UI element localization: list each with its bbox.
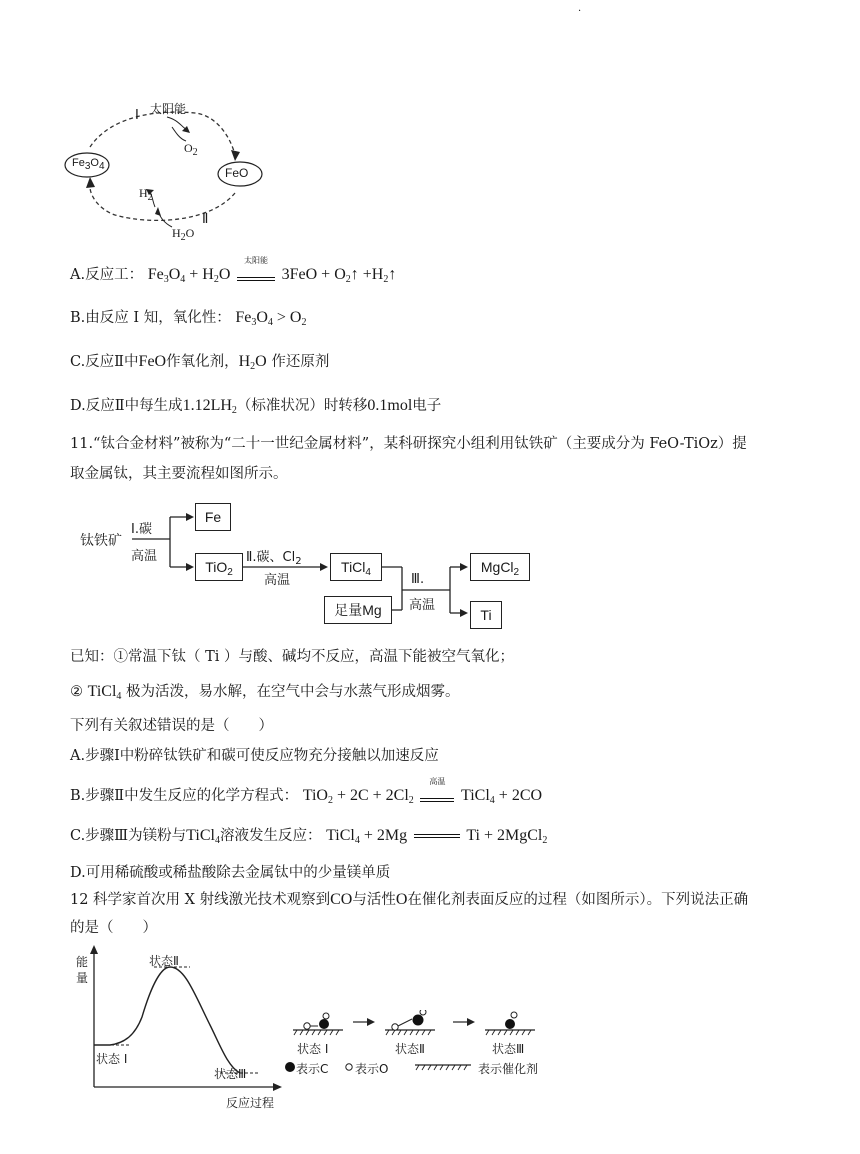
energy-axis-label-2: 量 — [76, 971, 89, 985]
legend-oxygen: 表示O — [355, 1062, 389, 1076]
energy-state1-label: 状态 I — [96, 1052, 128, 1066]
energy-state3-label: 状态Ⅲ — [214, 1067, 247, 1081]
q10-option-b: B.由反应 I 知，氧化性： $Fe_3O_4 > O_2$ — [70, 309, 307, 328]
solar-energy-label: 太阳能 — [150, 102, 187, 116]
q11-option-d: D.可用稀硫酸或稀盐酸除去金属钛中的少量镁单质 — [70, 865, 391, 881]
q10-option-d: D.反应Ⅱ中每生成$1.12LH_2$（标准状况）时转移0.1mol电子 — [70, 397, 442, 416]
q11-known-1: 已知：①常温下钛（ Ti ）与酸、碱均不反应，高温下能被空气氧化； — [70, 649, 515, 665]
energy-axis-label-1: 能 — [76, 955, 89, 969]
flow-ore: 钛铁矿 — [80, 533, 122, 549]
energy-state2-label: 状态Ⅱ — [149, 954, 179, 968]
process-state1-label: 状态 I — [297, 1042, 329, 1056]
q11-known-2: ② TiCl$_4$ 极为活泼，易水解，在空气中会与水蒸气形成烟雾。 — [70, 683, 460, 702]
q10-option-a: A.反应工： $Fe_3O_4 + H_2O$ 太阳能 $3FeO + O_2↑$ $+H_2↑$ — [70, 256, 397, 285]
reaction-one-label: I — [135, 108, 139, 123]
q10-option-c: C.反应Ⅱ中FeO作氧化剂，$H_2O$ 作还原剂 — [70, 353, 330, 372]
q11-option-a: A.步骤Ⅰ中粉碎钛铁矿和碳可使反应物充分接触以加速反应 — [70, 748, 439, 764]
legend-catalyst: 表示催化剂 — [478, 1062, 539, 1076]
q11-option-c: C.步骤Ⅲ为镁粉与TiCl$_4$溶液发生反应： TiCl$_4$ + 2Mg Ti + 2MgCl$_2$ — [70, 827, 548, 846]
q11-option-b: B.步骤Ⅱ中发生反应的化学方程式： $TiO_2 + 2C + 2Cl_2$ 高温 TiCl$_4$ + 2CO — [70, 777, 543, 806]
flow-tio2-box: TiO$_2$ — [195, 553, 243, 581]
flow-step1-top: Ⅰ.碳 — [131, 522, 152, 537]
process-state3-label: 状态Ⅲ — [492, 1042, 525, 1056]
flow-step1-bottom: 高温 — [131, 549, 158, 564]
flow-step3-top: Ⅲ. — [411, 572, 425, 587]
q11-question: 下列有关叙述错误的是（ ） — [70, 718, 273, 734]
q12-stem-line1: 12 科学家首次用 X 射线激光技术观察到CO与活性O在催化剂表面反应的过程（如图所示）。下列说法正确 — [70, 891, 749, 908]
flow-mgcl2-box: MgCl$_2$ — [470, 553, 530, 581]
flow-fe-box: Fe — [195, 503, 231, 531]
oxygen-label: $O_2$ — [184, 141, 198, 158]
q12-stem-line2: 的是（ ） — [70, 920, 157, 936]
process-state2-label: 状态Ⅱ — [395, 1042, 425, 1056]
energy-x-axis-label: 反应过程 — [226, 1096, 275, 1110]
flow-ticl4-box: TiCl$_4$ — [330, 553, 382, 581]
corner-mark: · — [578, 6, 582, 17]
q11-stem-line2: 取金属钛，其主要流程如图所示。 — [70, 466, 288, 482]
flow-step2-bottom: 高温 — [264, 573, 291, 588]
legend-carbon: 表示C — [296, 1062, 329, 1076]
feo-label: FeO — [225, 166, 249, 180]
flow-step3-bottom: 高温 — [409, 598, 436, 613]
flow-ti-box: Ti — [470, 601, 502, 629]
reaction-two-label: Ⅱ — [202, 212, 209, 227]
energy-profile-diagram — [70, 945, 290, 1105]
hydrogen-label: $H_2$ — [139, 186, 153, 203]
fe3o4-label: $Fe_3O_4$ — [72, 157, 105, 172]
flow-step2-top: Ⅱ.碳、$Cl_2$ — [246, 550, 302, 567]
flow-mg-box: 足量Mg — [324, 596, 392, 624]
q11-stem-line1: 11.“钛合金材料”被称为“二十一世纪金属材料”，某科研探究小组利用钛铁矿（主要成分为 FeO-TiOz）提 — [70, 436, 747, 452]
water-label: $H_2O$ — [172, 226, 195, 243]
